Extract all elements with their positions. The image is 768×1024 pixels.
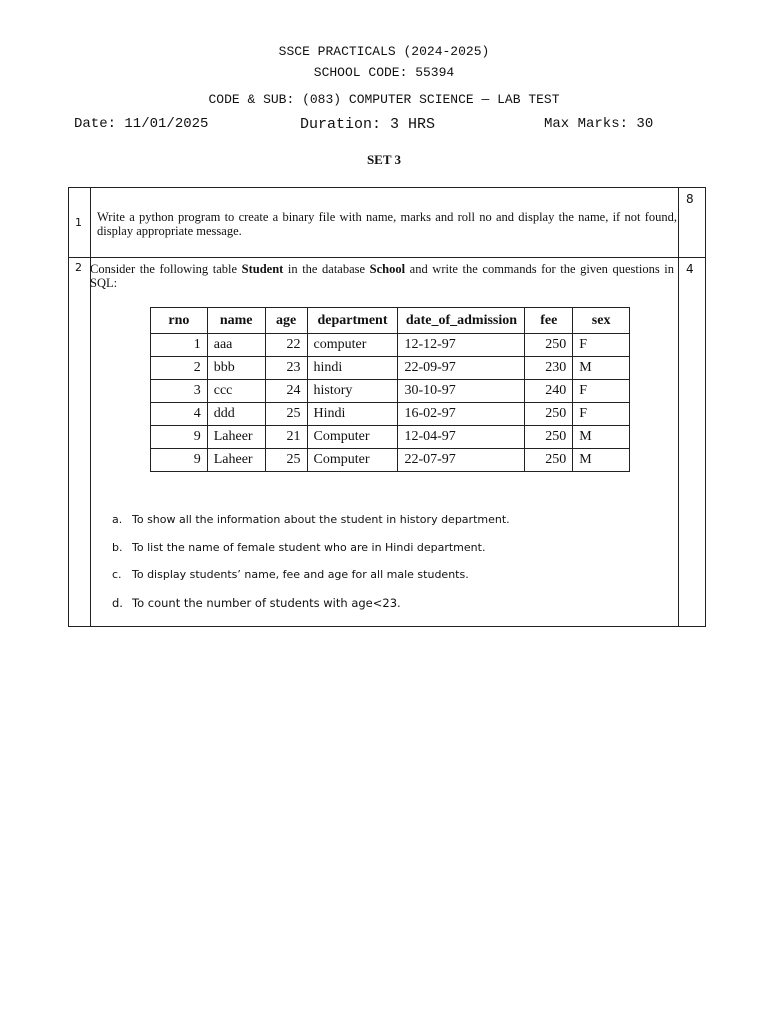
table-name: Student	[241, 262, 284, 276]
cell-date: 22-09-97	[398, 357, 525, 380]
subquestion-c	[112, 568, 469, 581]
table-row	[151, 357, 630, 380]
question-text-part: Consider the following table	[90, 262, 242, 276]
cell-age: 23	[265, 357, 307, 380]
cell-age: 24	[265, 380, 307, 403]
school-code: SCHOOL CODE: 55394	[313, 65, 455, 80]
cell-age: 22	[265, 334, 307, 357]
exam-title: SSCE PRACTICALS (2024-2025)	[278, 44, 490, 59]
cell-date: 30-10-97	[398, 380, 525, 403]
cell-sex: F	[573, 380, 630, 403]
cell-sex: M	[573, 357, 630, 380]
question-marks: 8	[686, 192, 694, 206]
cell-date: 16-02-97	[398, 403, 525, 426]
cell-name: ccc	[207, 380, 265, 403]
cell-date: 12-12-97	[398, 334, 525, 357]
cell-rno: 9	[151, 449, 208, 472]
max-marks: Max Marks: 30	[544, 116, 654, 132]
cell-name: bbb	[207, 357, 265, 380]
cell-date: 12-04-97	[398, 426, 525, 449]
cell-fee: 250	[525, 426, 573, 449]
question-text: Write a python program to create a binary file with name, marks and roll no and display the name, if not found, display appropriate message.	[97, 210, 677, 238]
subquestion-a	[112, 513, 510, 526]
column-header: name	[207, 308, 265, 334]
subquestion-label: b.	[112, 541, 123, 554]
subquestion-text: To count the number of students with age<23.	[132, 596, 401, 610]
cell-fee: 250	[525, 403, 573, 426]
cell-age: 21	[265, 426, 307, 449]
cell-fee: 240	[525, 380, 573, 403]
cell-department: Hindi	[307, 403, 398, 426]
cell-fee: 230	[525, 357, 573, 380]
cell-department: computer	[307, 334, 398, 357]
subquestion-b	[112, 541, 485, 554]
column-header: department	[307, 308, 398, 334]
table-row	[151, 403, 630, 426]
cell-name: ddd	[207, 403, 265, 426]
set-number: SET 3	[366, 152, 402, 167]
column-header: sex	[573, 308, 630, 334]
cell-sex: F	[573, 334, 630, 357]
table-row	[151, 426, 630, 449]
subquestion-label: d.	[112, 596, 123, 610]
column-header: fee	[525, 308, 573, 334]
table-row	[151, 334, 630, 357]
cell-fee: 250	[525, 334, 573, 357]
table-row	[151, 449, 630, 472]
question-marks: 4	[686, 262, 694, 276]
column-header: age	[265, 308, 307, 334]
subquestion-text: To show all the information about the student in history department.	[132, 513, 510, 526]
cell-rno: 4	[151, 403, 208, 426]
cell-fee: 250	[525, 449, 573, 472]
cell-department: hindi	[307, 357, 398, 380]
cell-sex: M	[573, 426, 630, 449]
cell-age: 25	[265, 449, 307, 472]
cell-sex: F	[573, 403, 630, 426]
cell-sex: M	[573, 449, 630, 472]
cell-rno: 9	[151, 426, 208, 449]
question-text	[90, 262, 674, 290]
cell-department: Computer	[307, 426, 398, 449]
cell-date: 22-07-97	[398, 449, 525, 472]
subquestion-d	[112, 596, 401, 610]
cell-name: Laheer	[207, 426, 265, 449]
subject-line: CODE & SUB: (083) COMPUTER SCIENCE — LAB TEST	[208, 92, 560, 107]
student-table	[150, 307, 630, 472]
question-text-part: and write the commands for the given questions in SQL:	[90, 262, 675, 290]
cell-department: history	[307, 380, 398, 403]
cell-age: 25	[265, 403, 307, 426]
question-number: 1	[75, 216, 82, 229]
subquestion-text: To list the name of female student who are in Hindi department.	[132, 541, 486, 554]
exam-duration: Duration: 3 HRS	[300, 116, 436, 133]
question-number: 2	[75, 261, 82, 274]
cell-name: Laheer	[207, 449, 265, 472]
database-name: School	[369, 262, 406, 276]
column-header: date_of_admission	[398, 308, 525, 334]
subquestion-label: a.	[112, 513, 123, 526]
subquestion-label: c.	[112, 568, 122, 581]
cell-department: Computer	[307, 449, 398, 472]
column-header: rno	[151, 308, 208, 334]
cell-name: aaa	[207, 334, 265, 357]
subquestion-text: To display students’ name, fee and age for all male students.	[132, 568, 469, 581]
question-text-part: in the database	[283, 262, 370, 276]
table-row	[151, 380, 630, 403]
cell-rno: 3	[151, 380, 208, 403]
exam-date: Date: 11/01/2025	[74, 116, 209, 132]
table-header-row	[151, 308, 630, 334]
cell-rno: 1	[151, 334, 208, 357]
cell-rno: 2	[151, 357, 208, 380]
